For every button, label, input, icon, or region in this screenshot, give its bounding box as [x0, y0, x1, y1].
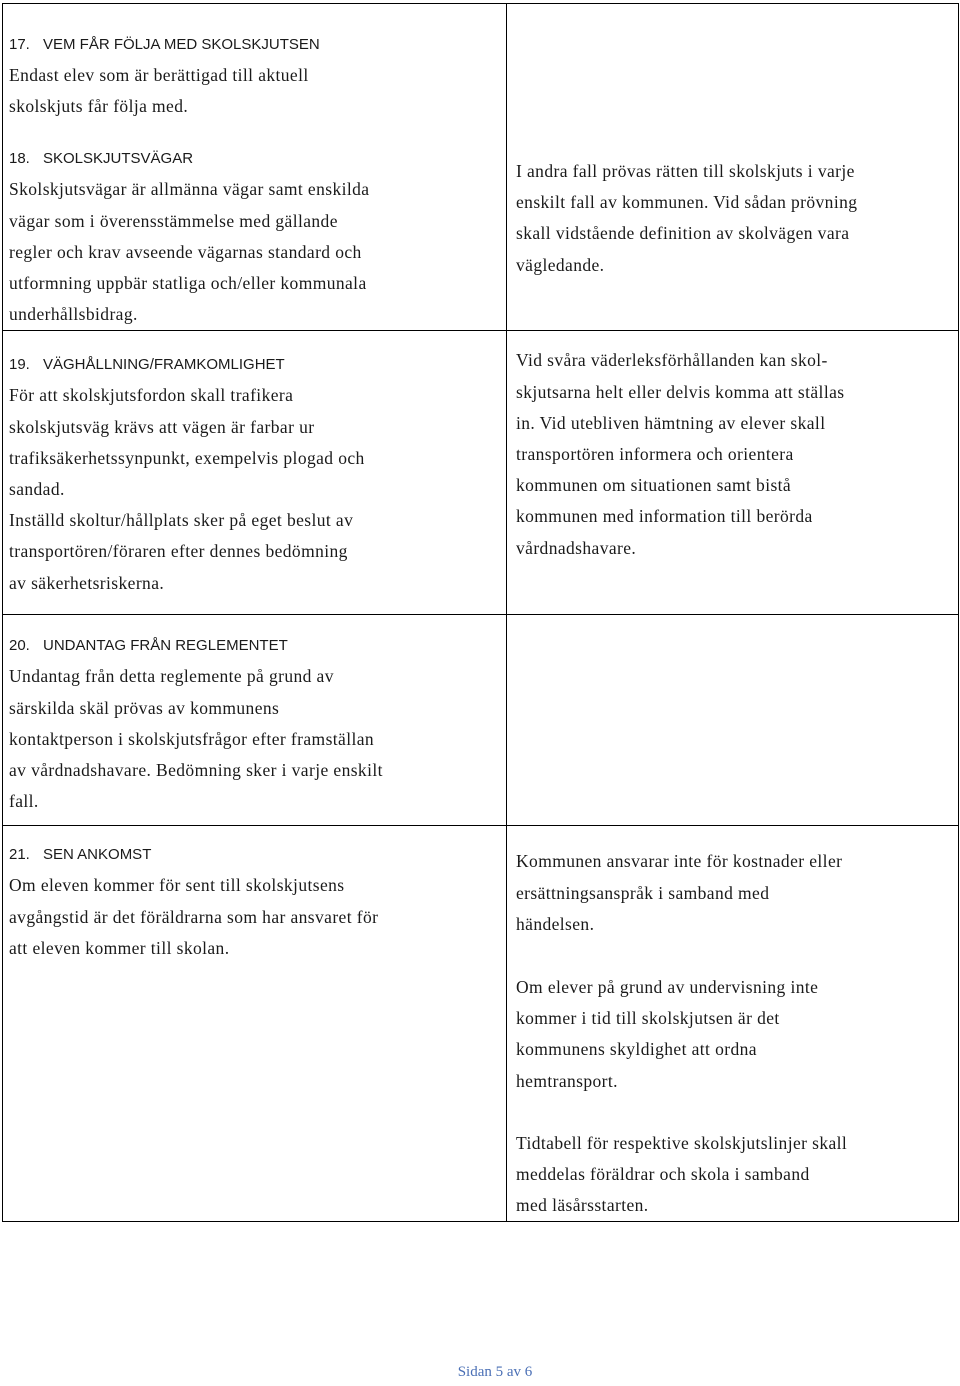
- section-heading: [3, 350, 506, 380]
- body-line: skolskjutsväg krävs att vägen är farbar ur: [9, 416, 315, 437]
- section-heading: [3, 840, 506, 870]
- section-heading: [3, 144, 506, 174]
- body-line: händelsen.: [516, 913, 595, 934]
- section-18-right: [507, 4, 959, 331]
- body-line: vårdnadshavare.: [516, 537, 637, 558]
- body-line: skjutsarna helt eller delvis komma att ställas: [516, 381, 845, 402]
- section-17-18-left: [3, 4, 507, 331]
- regulation-table: [2, 3, 959, 1222]
- body-line: kommunens skyldighet att ordna: [516, 1039, 757, 1060]
- body-line: Inställd skoltur/hållplats sker på eget beslut av: [9, 510, 354, 531]
- body-line: Om elever på grund av undervisning inte: [516, 977, 819, 998]
- body-line: att eleven kommer till skolan.: [9, 937, 230, 958]
- section-body: [507, 1097, 958, 1222]
- section-21-left: [3, 826, 507, 1222]
- section-body: [507, 4, 958, 281]
- section-title: SKOLSKJUTSVÄGAR: [43, 150, 194, 168]
- section-number: 20.: [9, 637, 30, 655]
- body-line: kommer i tid till skolskjutsen är det: [516, 1008, 780, 1029]
- section-title: VÄGHÅLLNING/FRAMKOMLIGHET: [43, 356, 285, 374]
- body-line: Skolskjutsvägar är allmänna vägar samt enskilda: [9, 179, 370, 200]
- section-body: [3, 661, 506, 817]
- table-row: [3, 331, 959, 615]
- section-number: 19.: [9, 356, 30, 374]
- section-title: UNDANTAG FRÅN REGLEMENTET: [43, 637, 288, 655]
- body-line: av vårdnadshavare. Bedömning sker i varje enskilt: [9, 760, 383, 781]
- section-body: [3, 380, 506, 598]
- body-line: regler och krav avseende vägarnas standard och: [9, 241, 362, 262]
- body-line: särskilda skäl prövas av kommunens: [9, 697, 280, 718]
- body-line: För att skolskjutsfordon skall trafikera: [9, 385, 294, 406]
- body-line: Vid svåra väderleksförhållanden kan skol-: [516, 350, 828, 371]
- body-line: vägledande.: [516, 254, 605, 275]
- section-body: [3, 174, 506, 330]
- body-line: fall.: [9, 791, 39, 812]
- body-line: underhållsbidrag.: [9, 304, 138, 325]
- section-title: VEM FÅR FÖLJA MED SKOLSKJUTSEN: [43, 36, 320, 53]
- body-line: kommunen med information till berörda: [516, 506, 813, 527]
- body-line: skolskjuts får följa med.: [9, 96, 189, 117]
- body-line: meddelas föräldrar och skola i samband: [516, 1164, 810, 1185]
- body-line: transportören/föraren efter dennes bedömning: [9, 541, 348, 562]
- body-line: utformning uppbär statliga och/eller kommunala: [9, 273, 367, 294]
- section-body: [507, 940, 958, 1097]
- body-line: vägar som i överensstämmelse med gällande: [9, 210, 338, 231]
- section-body: [3, 60, 506, 122]
- body-line: hemtransport.: [516, 1070, 618, 1091]
- table-row: [3, 615, 959, 826]
- body-line: Undantag från detta reglemente på grund av: [9, 666, 334, 687]
- body-line: trafiksäkerhetssynpunkt, exempelvis plogad och: [9, 447, 365, 468]
- section-title: SEN ANKOMST: [43, 846, 152, 864]
- section-number: 17.: [9, 36, 30, 53]
- section-heading: [3, 631, 506, 661]
- body-line: Kommunen ansvarar inte för kostnader eller: [516, 851, 843, 872]
- body-line: avgångstid är det föräldrarna som har ansvaret för: [9, 906, 379, 927]
- body-line: in. Vid utebliven hämtning av elever skall: [516, 412, 826, 433]
- body-line: ersättningsanspråk i samband med: [516, 882, 770, 903]
- section-20-right: [507, 615, 959, 826]
- body-line: I andra fall prövas rätten till skolskjuts i varje: [516, 161, 855, 181]
- body-line: Endast elev som är berättigad till aktuell: [9, 65, 309, 85]
- section-number: 21.: [9, 846, 30, 864]
- body-line: transportören informera och orientera: [516, 444, 794, 465]
- page-number: Sidan 5 av 6: [457, 1364, 533, 1380]
- section-21-right: [507, 826, 959, 1222]
- section-body: [3, 870, 506, 964]
- table-row: [3, 826, 959, 1222]
- body-line: enskilt fall av kommunen. Vid sådan prövning: [516, 192, 858, 213]
- section-20-left: [3, 615, 507, 826]
- body-line: kommunen om situationen samt bistå: [516, 475, 792, 496]
- body-line: skall vidstående definition av skolvägen vara: [516, 223, 850, 244]
- section-number: 18.: [9, 150, 30, 168]
- body-line: med läsårsstarten.: [516, 1195, 649, 1216]
- body-line: Om eleven kommer för sent till skolskjutsens: [9, 875, 345, 896]
- section-heading: [3, 30, 506, 60]
- body-line: kontaktperson i skolskjutsfrågor efter framställan: [9, 728, 375, 749]
- section-19-right: [507, 331, 959, 615]
- section-body: [507, 826, 958, 940]
- body-line: av säkerhetsriskerna.: [9, 572, 165, 593]
- body-line: sandad.: [9, 479, 65, 500]
- section-body: [507, 331, 958, 563]
- body-line: Tidtabell för respektive skolskjutslinjer skall: [516, 1132, 848, 1153]
- section-19-left: [3, 331, 507, 615]
- table-row: [3, 4, 959, 331]
